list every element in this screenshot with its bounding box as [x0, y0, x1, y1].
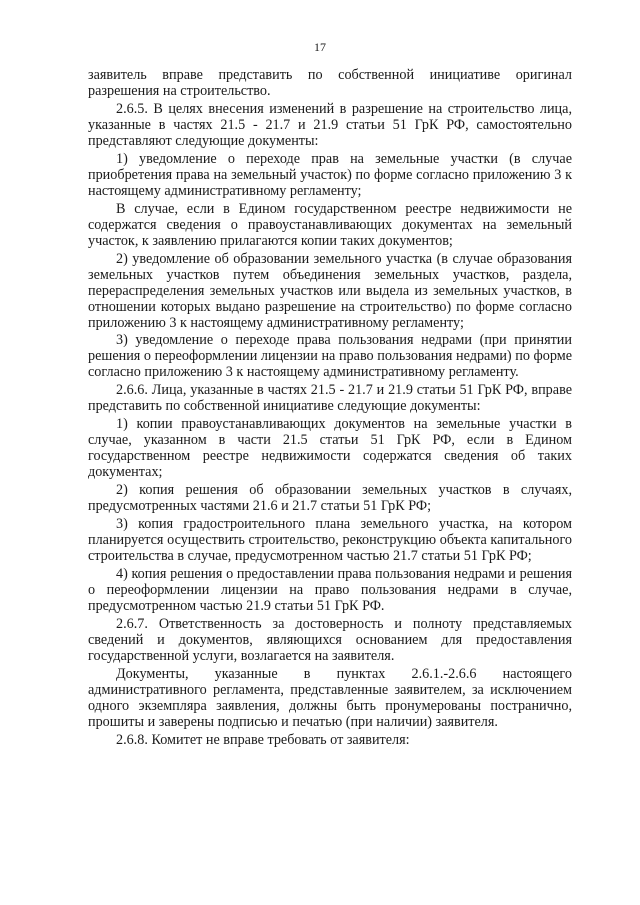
- paragraph-documents-requirements: Документы, указанные в пунктах 2.6.1.-2.6.6 настоящего административного регламента, представленные заявителем, за исключением одного экземпляра заявления, должны быть пронумерованы постранично, прошиты и заверены подписью и печатью (при наличии) заявителя.: [88, 665, 572, 730]
- paragraph-2-6-6-item-3: 3) копия градостроительного плана земельного участка, на котором планируется осуществить строительство, реконструкцию объекта капитального строительства в случае, предусмотренном частью 21.7 статьи 51 ГрК РФ;: [88, 516, 572, 565]
- paragraph-item-1: 1) уведомление о переходе прав на земельные участки (в случае приобретения права на земельный участок) по форме согласно приложению 3 к настоящему административному регламенту;: [88, 150, 572, 199]
- paragraph-continuation: заявитель вправе представить по собственной инициативе оригинал разрешения на строительство.: [88, 67, 572, 99]
- paragraph-item-2: 2) уведомление об образовании земельного участка (в случае образования земельных участков путем объединения земельных участков, раздела, перераспределения земельных участков или выдела из земельных участков, в отношении которых выдано разрешение на строительство) по форме согласно приложению 3 к настоящему административному регламенту;: [88, 250, 572, 331]
- paragraph-egrn-note: В случае, если в Едином государственном реестре недвижимости не содержатся сведения о правоустанавливающих документах на земельный участок, к заявлению прилагаются копии таких документов;: [88, 200, 572, 249]
- paragraph-2-6-7: 2.6.7. Ответственность за достоверность и полноту представляемых сведений и документов, являющихся основанием для предоставления государственной услуги, возлагается на заявителя.: [88, 615, 572, 664]
- page-number: 17: [314, 40, 326, 54]
- paragraph-2-6-6-item-1: 1) копии правоустанавливающих документов на земельные участки в случае, указанном в части 21.5 статьи 51 ГрК РФ, если в Едином государственном реестре недвижимости содержатся сведения об таких документах;: [88, 416, 572, 481]
- document-body: [88, 67, 572, 749]
- paragraph-2-6-8: 2.6.8. Комитет не вправе требовать от заявителя:: [116, 731, 410, 748]
- paragraph-2-6-6: 2.6.6. Лица, указанные в частях 21.5 - 21.7 и 21.9 статьи 51 ГрК РФ, вправе представить по собственной инициативе следующие документы:: [88, 382, 572, 415]
- paragraph-item-3: 3) уведомление о переходе права пользования недрами (при принятии решения о переоформлении лицензии на право пользования недрами) по форме согласно приложению 3 к настоящему административному регламенту.: [88, 332, 572, 381]
- paragraph-2-6-6-item-4: 4) копия решения о предоставлении права пользования недрами и решения о переоформлении лицензии на право пользования недрами в случае, предусмотренном частью 21.9 статьи 51 ГрК РФ.: [88, 565, 572, 614]
- paragraph-2-6-5: 2.6.5. В целях внесения изменений в разрешение на строительство лица, указанные в частях 21.5 - 21.7 и 21.9 статьи 51 ГрК РФ, самостоятельно представляют следующие документы:: [88, 100, 572, 149]
- paragraph-2-6-6-item-2: 2) копия решения об образовании земельных участков в случаях, предусмотренных частями 21.6 и 21.7 статьи 51 ГрК РФ;: [88, 482, 572, 515]
